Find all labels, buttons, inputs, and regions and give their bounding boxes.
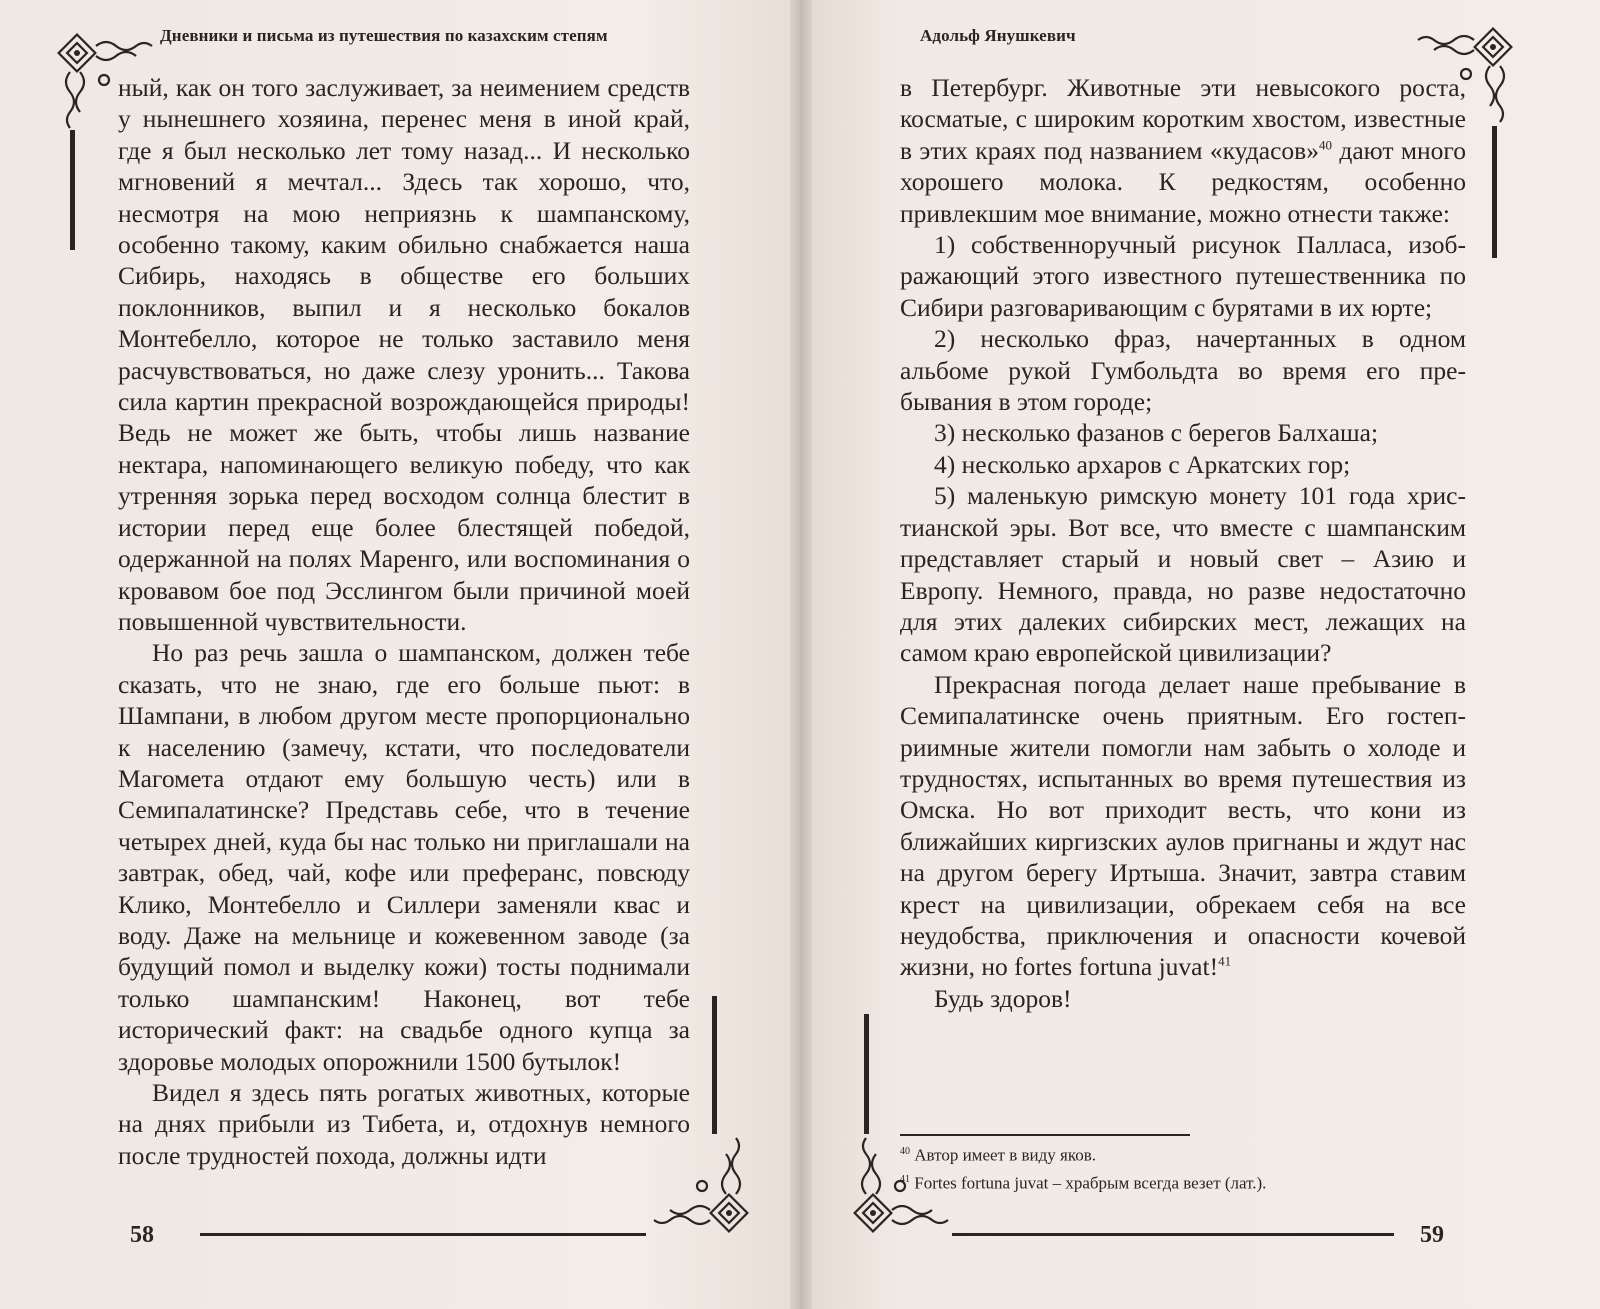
list-item: 1) собственноручный рисунок Палласа, изображающий этого известного путешественника по Сибири разговаривающим с бурятами в их юрте; <box>900 230 1466 322</box>
right-margin-vertical-rule <box>712 996 717 1134</box>
footnote-text: Автор имеет в виду яков. <box>914 1145 1097 1165</box>
paragraph <box>900 72 1466 229</box>
paragraph-text: Прекрасная погода делает наше пребывание в Семипалатинске очень приятным. Его гостеприимные жители помогли нам забыть о холоде и трудностях, испытанных во время путешествия из Омска. Но вот приходит весть, что кони из ближайших киргизских аулов пригнаны и ждут нас на другом берегу Иртыша. Значит, завтра ставим крест на цивилизации, обрекаем себя на все неудобства, приключения и опасности кочевой жизни, но fortes fortuna juvat! <box>900 669 1466 982</box>
book-gutter <box>790 0 812 1309</box>
footnote-ref[interactable]: 41 <box>1218 953 1232 969</box>
paragraph: Но раз речь зашла о шампанском, должен тебе сказать, что не знаю, где его больше пьют: в Шампани, в любом другом месте пропорционально к населению (замечу, кстати, что последователи Магомета отдают ему большую честь) или в Семипалатинске? Представь себе, что в течение четырех дней, куда бы нас только ни приглашали на завтрак, обед, чай, кофе или преферанс, повсюду Клико, Монтебелло и Силлери заменяли квас и воду. Даже на мельнице и кожевенном заводе (за будущий помол и выделку кожи) тосты поднимали только шампанским! Наконец, вот тебе исторический факт: на свадьбе одного купца за здоровье молодых опорожнили 1500 бутылок! <box>118 638 690 1076</box>
corner-ornament-bottom-right-icon <box>646 1130 750 1234</box>
right-margin-vertical-rule <box>1492 126 1497 258</box>
right-page <box>800 0 1600 1309</box>
right-body-text <box>900 72 1466 1014</box>
paragraph: ный, как он того заслуживает, за неимением средств у нынешнего хозяина, перенес меня в иной край, где я был несколько лет тому назад... И несколько мгновений я мечтал... Здесь так хорошо, что, несмотря на мою неприязнь к шампанскому, особенно такому, каким обильно снабжается наша Сибирь, находясь в обществе его больших поклонников, выпил и я несколько бокалов Монтебелло, которое не только заставило меня расчувствоваться, но даже слезу уронить... Такова сила картин прекрасной возрождающейся природы! Ведь не может же быть, чтобы лишь название нектара, напоминающего великую победу, что как утренняя зорька перед восходом солнца блестит в истории перед еще более блестящей победой, одержанной на полях Маренго, или воспоминания о кровавом бое под Эсслингом были причиной моей повышенной чувствительности. <box>118 73 690 636</box>
paragraph-text: дают много хорошего молока. К редкостям, особенно привлекшим мое внимание, можно отнести также: <box>900 135 1466 228</box>
footer-rule <box>200 1233 646 1236</box>
left-margin-vertical-rule <box>70 130 75 250</box>
page-number: 58 <box>130 1222 154 1248</box>
footnotes <box>900 1140 1460 1195</box>
corner-ornament-bottom-left-icon <box>852 1130 956 1234</box>
footnote-text: Fortes fortuna juvat – храбрым всегда везет (лат.). <box>914 1173 1267 1193</box>
running-head: Дневники и письма из путешествия по казахским степям <box>160 26 608 45</box>
footnote <box>900 1168 1460 1196</box>
page-number: 59 <box>1420 1222 1444 1248</box>
paragraph <box>900 669 1466 983</box>
paragraph-text: в Петербург. Животные эти невысокого роста, косматые, с широким коротким хвостом, известные в этих краях под названием «кудасов» <box>900 73 1466 165</box>
running-head: Адольф Янушкевич <box>920 26 1076 45</box>
left-margin-vertical-rule <box>864 1014 869 1134</box>
footnote <box>900 1140 1460 1168</box>
list-item: 2) несколько фраз, начертанных в одном альбоме рукой Гумбольдта во время его пребывания в этом городе; <box>900 324 1466 417</box>
list-item: 4) несколько архаров с Аркатских гор; <box>934 449 1351 479</box>
footnote-number: 40 <box>900 1146 910 1157</box>
left-body-text <box>118 72 690 1171</box>
list-item: 5) маленькую римскую монету 101 года христианской эры. Вот все, что вместе с шампанским представляет старый и новый свет – Азию и Европу. Немного, правда, но разве недостаточно для этих далеких сибирских мест, лежащих на самом краю европейской цивилизации? <box>900 481 1466 668</box>
paragraph: Видел я здесь пять рогатых животных, которые на днях прибыли из Тибета, и, отдохнув немного после трудностей похода, должны идти <box>118 1078 690 1170</box>
list-item: 3) несколько фазанов с берегов Балхаша; <box>934 418 1379 448</box>
closing-line: Будь здоров! <box>934 983 1072 1013</box>
footer-rule <box>952 1233 1394 1236</box>
footnote-ref[interactable]: 40 <box>1318 137 1332 153</box>
footnote-number: 41 <box>900 1173 910 1185</box>
